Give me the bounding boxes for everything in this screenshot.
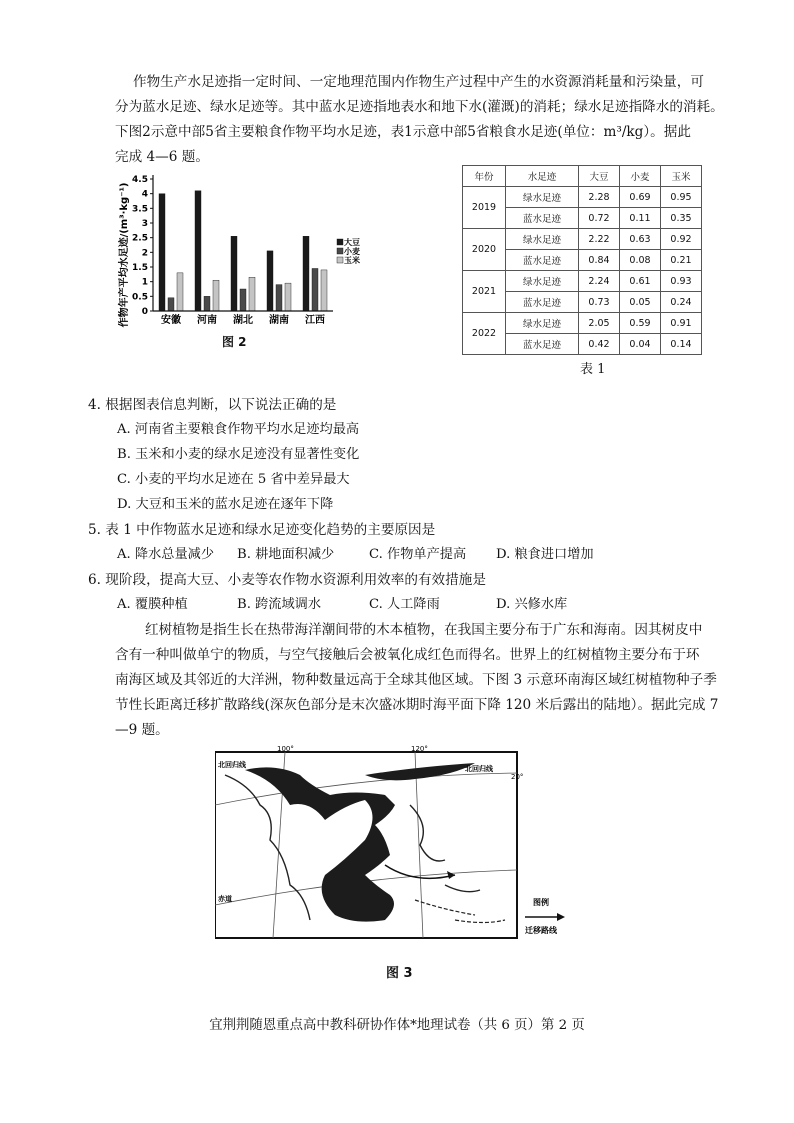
header-soybean: 大豆 [579, 166, 620, 187]
value-cell: 0.05 [620, 292, 661, 313]
legend-swatch [337, 248, 343, 254]
x-category-label: 湖南 [269, 315, 289, 326]
type-cell: 蓝水足迹 [506, 334, 579, 355]
y-tick-label: 4.5 [132, 175, 148, 185]
bar-小麦-河南 [204, 296, 210, 311]
bar-小麦-湖南 [276, 285, 282, 311]
q5-stem: 5. 表 1 中作物蓝水足迹和绿水足迹变化趋势的主要原因是 [88, 522, 436, 538]
q6-option-d: D. 兴修水库 [496, 597, 568, 612]
table-1 [462, 165, 702, 355]
y-tick-label: 2 [141, 248, 148, 259]
intro2-line5: —9 题。 [115, 722, 169, 738]
value-cell: 0.21 [661, 250, 702, 271]
y-tick-label: 1.5 [132, 263, 148, 273]
table-row [463, 187, 702, 208]
intro1-line2: 分为蓝水足迹、绿水足迹等。其中蓝水足迹指地表水和地下水(灌溉)的消耗；绿水足迹指降水的消耗。 [115, 99, 724, 115]
y-tick-label: 3.5 [132, 204, 148, 215]
q4-option-c: C. 小麦的平均水足迹在 5 省中差异最大 [117, 472, 350, 487]
q5-option-b: B. 耕地面积减少 [237, 547, 335, 562]
type-cell: 绿水足迹 [506, 313, 579, 334]
legend-swatch [337, 239, 343, 245]
table-1-caption: 表 1 [580, 362, 606, 377]
q5-option-c: C. 作物单产提高 [369, 547, 467, 562]
value-cell: 0.61 [620, 271, 661, 292]
intro1-line1: 作物生产水足迹指一定时间、一定地理范围内作物生产过程中产生的水资源消耗量和污染量，可 [133, 74, 704, 90]
type-cell: 蓝水足迹 [506, 250, 579, 271]
q6-option-c: C. 人工降雨 [369, 597, 440, 612]
year-cell: 2022 [463, 313, 506, 355]
value-cell: 0.69 [620, 187, 661, 208]
tropic-label-right: 北回归线 [465, 765, 493, 773]
equator-label: 赤道 [218, 895, 232, 903]
figure-3-caption: 图 3 [386, 966, 413, 981]
bar-玉米-湖北 [249, 277, 255, 311]
table-header-row [463, 166, 702, 187]
value-cell: 0.91 [661, 313, 702, 334]
bar-小麦-安徽 [168, 298, 174, 311]
bar-大豆-湖南 [267, 251, 273, 311]
q4-stem: 4. 根据图表信息判断，以下说法正确的是 [88, 397, 337, 413]
table-row [463, 313, 702, 334]
bar-玉米-江西 [321, 270, 327, 311]
value-cell: 0.11 [620, 208, 661, 229]
type-cell: 绿水足迹 [506, 229, 579, 250]
q6-option-b: B. 跨流域调水 [237, 597, 322, 612]
bar-玉米-湖南 [285, 283, 291, 311]
type-cell: 蓝水足迹 [506, 208, 579, 229]
bar-大豆-湖北 [231, 236, 237, 311]
value-cell: 0.59 [620, 313, 661, 334]
q6-option-a: A. 覆膜种植 [117, 597, 188, 612]
type-cell: 绿水足迹 [506, 271, 579, 292]
intro2-line3: 南海区域及其邻近的大洋洲，物种数量远高于全球其他区域。下图 3 示意环南海区域红树植物种子季 [115, 672, 717, 688]
intro2-line2: 含有一种叫做单宁的物质，与空气接触后会被氧化成红色而得名。世界上的红树植物主要分布于环 [115, 647, 700, 663]
bar-大豆-江西 [303, 236, 309, 311]
q5-option-d: D. 粮食进口增加 [496, 547, 594, 562]
bar-大豆-安徽 [159, 194, 165, 311]
year-cell: 2020 [463, 229, 506, 271]
x-category-label: 江西 [305, 315, 325, 326]
year-cell: 2021 [463, 271, 506, 313]
intro1-line4: 完成 4—6 题。 [115, 149, 209, 165]
x-category-label: 河南 [197, 315, 217, 326]
q4-option-a: A. 河南省主要粮食作物平均水足迹均最高 [117, 422, 360, 437]
y-tick-label: 0.5 [132, 292, 148, 303]
legend-label: 大豆 [344, 238, 360, 247]
intro2-line1: 红树植物是指生长在热带海洋潮间带的木本植物，在我国主要分布于广东和海南。因其树皮中 [145, 622, 703, 638]
x-category-label: 安徽 [161, 315, 181, 326]
legend-arrow-icon [557, 913, 565, 921]
lon-120-label: 120° [411, 745, 428, 753]
bar-小麦-湖北 [240, 289, 246, 311]
type-cell: 蓝水足迹 [506, 292, 579, 313]
value-cell: 0.84 [579, 250, 620, 271]
y-tick-label: 0 [141, 307, 148, 317]
legend-swatch [337, 257, 343, 263]
bar-小麦-江西 [312, 268, 318, 311]
value-cell: 0.42 [579, 334, 620, 355]
value-cell: 0.72 [579, 208, 620, 229]
legend-label: 小麦 [344, 247, 360, 256]
legend-title: 图例 [533, 898, 549, 907]
lat-20-label: 20° [511, 773, 524, 781]
q5-option-a: A. 降水总量减少 [117, 547, 215, 562]
value-cell: 0.14 [661, 334, 702, 355]
intro1-line3: 下图2示意中部5省主要粮食作物平均水足迹，表1示意中部5省粮食水足迹(单位：m³/kg）。据此 [115, 124, 691, 140]
figure-2-bar-chart [115, 165, 365, 355]
type-cell: 绿水足迹 [506, 187, 579, 208]
year-cell: 2019 [463, 187, 506, 229]
bar-玉米-安徽 [177, 273, 183, 311]
q6-stem: 6. 现阶段，提高大豆、小麦等农作物水资源利用效率的有效措施是 [88, 572, 486, 588]
header-corn: 玉米 [661, 166, 702, 187]
table-row [463, 229, 702, 250]
header-footprint: 水足迹 [506, 166, 579, 187]
x-category-label: 湖北 [233, 315, 253, 326]
legend-label: 玉米 [344, 256, 360, 265]
q4-option-d: D. 大豆和玉米的蓝水足迹在逐年下降 [117, 497, 334, 512]
y-tick-label: 3 [141, 219, 148, 229]
y-tick-label: 4 [141, 189, 148, 200]
tropic-label-left: 北回归线 [218, 761, 246, 769]
value-cell: 0.24 [661, 292, 702, 313]
value-cell: 0.95 [661, 187, 702, 208]
value-cell: 2.22 [579, 229, 620, 250]
legend-item-label: 迁移路线 [525, 926, 557, 935]
intro2-line4: 节性长距离迁移扩散路线(深灰色部分是末次盛冰期时海平面下降 120 米后露出的陆地）。据此完成 7 [115, 697, 719, 713]
y-axis-label: 作物年产平均水足迹/(m³·kg⁻¹) [119, 182, 130, 328]
value-cell: 0.93 [661, 271, 702, 292]
header-year: 年份 [463, 166, 506, 187]
q4-option-b: B. 玉米和小麦的绿水足迹没有显著性变化 [117, 447, 360, 462]
value-cell: 0.04 [620, 334, 661, 355]
value-cell: 2.28 [579, 187, 620, 208]
y-tick-label: 1 [141, 277, 148, 288]
y-tick-label: 2.5 [132, 233, 148, 244]
table-row [463, 271, 702, 292]
value-cell: 2.05 [579, 313, 620, 334]
value-cell: 0.35 [661, 208, 702, 229]
header-wheat: 小麦 [620, 166, 661, 187]
value-cell: 0.63 [620, 229, 661, 250]
value-cell: 2.24 [579, 271, 620, 292]
figure-2-caption: 图 2 [222, 335, 247, 349]
value-cell: 0.92 [661, 229, 702, 250]
bar-大豆-河南 [195, 191, 201, 311]
value-cell: 0.08 [620, 250, 661, 271]
value-cell: 0.73 [579, 292, 620, 313]
figure-3-map [215, 745, 595, 945]
page-footer: 宜荆荆随恩重点高中教科研协作体*地理试卷（共 6 页）第 2 页 [209, 1018, 585, 1033]
bar-玉米-河南 [213, 280, 219, 311]
lon-100-label: 100° [277, 745, 294, 753]
